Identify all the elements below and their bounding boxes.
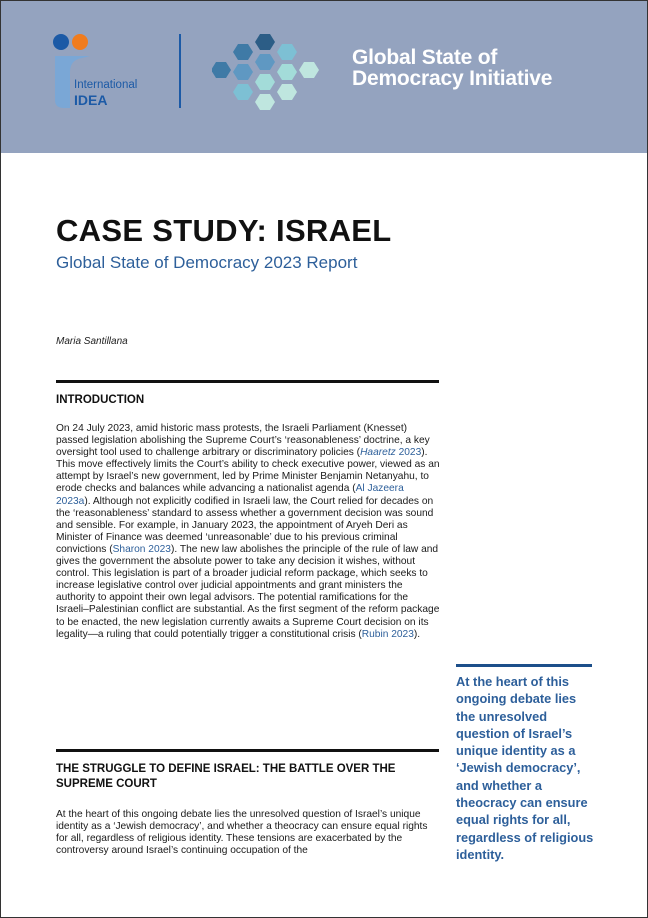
citation-link[interactable]: Sharon 2023 [112,543,171,555]
citation-link[interactable]: Haaretz [360,447,396,459]
idea-label-line2: IDEA [74,92,108,108]
initiative-title-line2: Democracy Initiative [352,67,553,90]
pull-quote-rule [456,664,592,667]
citation-link[interactable]: 2023 [395,447,422,459]
initiative-title-line1: Global State of [352,46,498,69]
paragraph-introduction [56,423,440,641]
paragraph-text-run: ). Although not explicitly codified in Israeli law, the Court relied for decades on the ‘reasonableness’ standard to assess whether a government decision was sound and sensible. For example, in January 2023, the appointment of Aryeh Deri as Minister of Finance was deemed ‘unreasonable’ due to his previous criminal convictions ( [56,495,434,555]
section-rule-struggle [56,749,439,752]
idea-label-line1: International [74,79,138,91]
logo-divider [179,34,181,108]
paragraph-text-run: On 24 July 2023, amid historic mass protests, the Israeli Parliament (Knesset) passed legislation abolishing the Supreme Court’s ‘reasonableness’ doctrine, a key oversight tool used to challenge arbitrary or discriminatory policies ( [56,423,430,459]
page-subtitle: Global State of Democracy 2023 Report [56,253,358,272]
initiative-title [352,47,612,89]
paragraph-text-run: At the heart of this ongoing debate lies the unresolved question of Israel’s unique identity as a ‘Jewish democracy’, and whether a theocracy can ensure equal rights for all, regardless of religious identity. These tensions are exacerbated by the controversy around Israel’s continuing occupation of the [56,809,428,857]
paragraph-text-run: ). This move effectively limits the Court’s ability to check executive power, viewed as an attempt by Israel’s new government, led by Prime Minister Benjamin Netanyahu, to erode checks and balances while advancing a nationalist agenda ( [56,447,440,495]
citation-link[interactable]: Al Jazeera 2023a [56,483,404,507]
paragraph-text-run: ). The new law abolishes the principle of the rule of law and gives the government the absolute power to take any decision it wishes, without control. This legislation is part of a broader judicial reform package, which seeks to increase legislative control over judicial appointments and grant ministers the authority to appoint their own legal advisors. The potential ramifications for the Israeli–Palestinian conflict are substantial. As the first segment of the reform package to be enacted, the new legislation currently awaits a Supreme Court decision on its legality—a ruling that could potentially trigger a constitutional crisis ( [56,543,440,640]
paragraph-text-run: ). [413,628,421,640]
paragraph-struggle [56,809,440,857]
section-rule-introduction [56,380,439,383]
pull-quote: At the heart of this ongoing debate lies the unresolved question of Israel’s unique identity as a ‘Jewish democracy’, and whether a theocracy can ensure equal rights for all, regardless of religious identity. [456,674,594,862]
page-title: CASE STUDY: ISRAEL [56,213,392,248]
section-heading-struggle: THE STRUGGLE TO DEFINE ISRAEL: THE BATTLE OVER THE SUPREME COURT [56,763,396,790]
international-idea-logo[interactable] [52,32,152,112]
citation-link[interactable]: Rubin 2023 [361,628,414,640]
gsod-hexagon-logo-icon [212,32,334,110]
section-heading-introduction: INTRODUCTION [56,394,145,406]
author-name: Maria Santillana [56,336,128,347]
idea-logo-mark-icon [52,32,152,112]
